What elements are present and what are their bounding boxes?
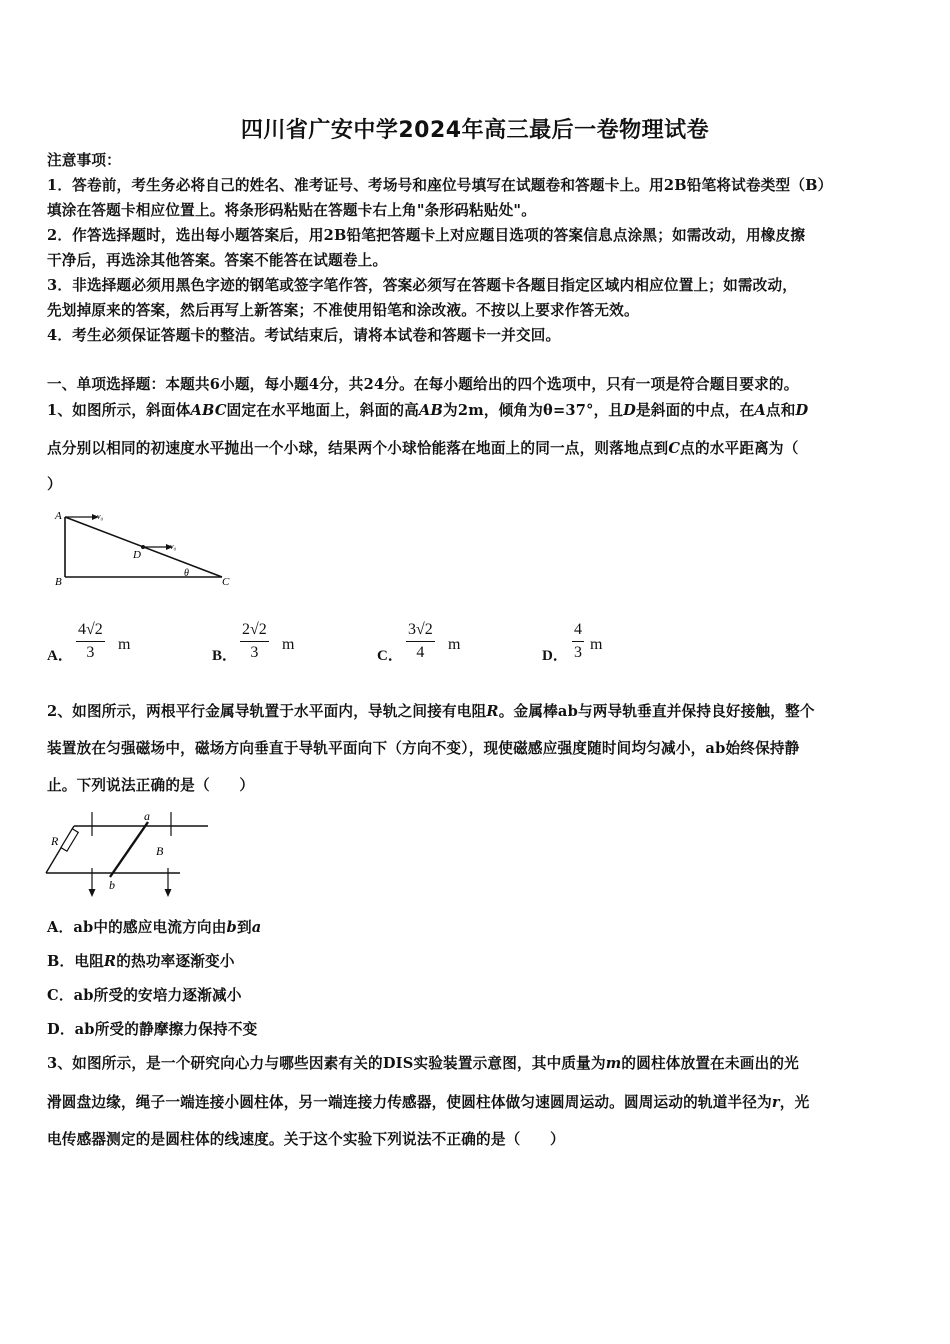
page-title: 四川省广安中学2024年高三最后一卷物理试卷 [240, 118, 710, 143]
question-3-line-1: 3、如图所示，是一个研究向心力与哪些因素有关的DIS实验装置示意图，其中质量为m的圆柱体放置在未画出的光 [47, 1055, 799, 1072]
question-3-line-2: 滑圆盘边缘，绳子一端连接小圆柱体，另一端连接力传感器，使圆柱体做匀速圆周运动。圆周运动的轨道半径为r，光 [47, 1094, 810, 1111]
option-a[interactable]: A．ab中的感应电流方向由b到a [47, 919, 262, 936]
label-theta: θ [184, 568, 189, 579]
question-1-line-3: ） [47, 476, 62, 493]
question-2-line-1: 2、如图所示，两根平行金属导轨置于水平面内，导轨之间接有电阻R。金属棒ab与两导轨垂直并保持良好接触，整个 [47, 703, 815, 720]
field-arrowhead-2 [165, 889, 172, 897]
metal-rod [110, 822, 148, 877]
rails-figure [40, 808, 215, 900]
question-2-line-3: 止。下列说法正确的是（ ） [47, 777, 255, 794]
label-c: C [222, 576, 230, 588]
question-1-line-1: 1、如图所示，斜面体ABC固定在水平地面上，斜面的高AB为2m，倾角为θ=37°，且D是斜面的中点，在A点和D [47, 402, 809, 419]
section-heading: 一、单项选择题：本题共6小题，每小题4分，共24分。在每小题给出的四个选项中，只有一项是符合题目要求的。 [47, 376, 799, 393]
notice-line: 1．答卷前，考生务必将自己的姓名、准考证号、考场号和座位号填写在试题卷和答题卡上。用2B铅笔将试卷类型（B） [47, 177, 833, 194]
option-c[interactable]: C．ab所受的安培力逐渐减小 [47, 987, 242, 1004]
label-b: B [55, 576, 62, 588]
label-v0-a: v₀ [97, 512, 104, 521]
option-d[interactable]: D．ab所受的静摩擦力保持不变 [47, 1021, 258, 1038]
field-arrowhead-1 [89, 889, 96, 897]
label-r: R [51, 834, 59, 848]
question-1-line-2: 点分别以相同的初速度水平抛出一个小球，结果两个小球恰能落在地面上的同一点，则落地点到C点的水平距离为（ [47, 440, 799, 457]
question-2-line-2: 装置放在匀强磁场中，磁场方向垂直于导轨平面向下（方向不变），现使磁感应强度随时间均匀减小，ab始终保持静 [47, 740, 800, 757]
notice-line: 4．考生必须保证答题卡的整洁。考试结束后，请将本试卷和答题卡一并交回。 [47, 327, 561, 344]
notice-line: 干净后，再选涂其他答案。答案不能答在试题卷上。 [47, 252, 388, 269]
notice-heading: 注意事项： [47, 152, 121, 169]
label-a: A [55, 510, 62, 522]
incline-figure [50, 505, 240, 590]
label-field: B [156, 844, 164, 858]
label-v0-d: v₀ [170, 542, 177, 551]
notice-line: 填涂在答题卡相应位置上。将条形码粘贴在答题卡右上角"条形码粘贴处"。 [47, 202, 537, 219]
resistor [61, 829, 78, 851]
option-a-fraction: 4√2 3 [78, 621, 103, 661]
question-3-line-3: 电传感器测定的是圆柱体的线速度。关于这个实验下列说法不正确的是（ ） [47, 1131, 565, 1148]
label-a: a [144, 809, 150, 823]
point-d-marker [141, 545, 145, 549]
notice-line: 3．非选择题必须用黑色字迹的钢笔或签字笔作答，答案必须写在答题卡各题目指定区域内相应位置上；如需改动， [47, 277, 798, 294]
notice-line: 先划掉原来的答案，然后再写上新答案；不准使用铅笔和涂改液。不按以上要求作答无效。 [47, 302, 639, 319]
label-d: D [133, 549, 141, 561]
option-c-fraction: 3√2 4 [408, 621, 433, 661]
label-b: b [109, 878, 115, 892]
option-b-fraction: 2√2 3 [242, 621, 267, 661]
notice-line: 2．作答选择题时，选出每小题答案后，用2B铅笔把答题卡上对应题目选项的答案信息点涂黑；如需改动，用橡皮擦 [47, 227, 806, 244]
option-d-fraction: 4 3 [574, 621, 582, 661]
option-b[interactable]: B．电阻R的热功率逐渐变小 [47, 953, 235, 970]
